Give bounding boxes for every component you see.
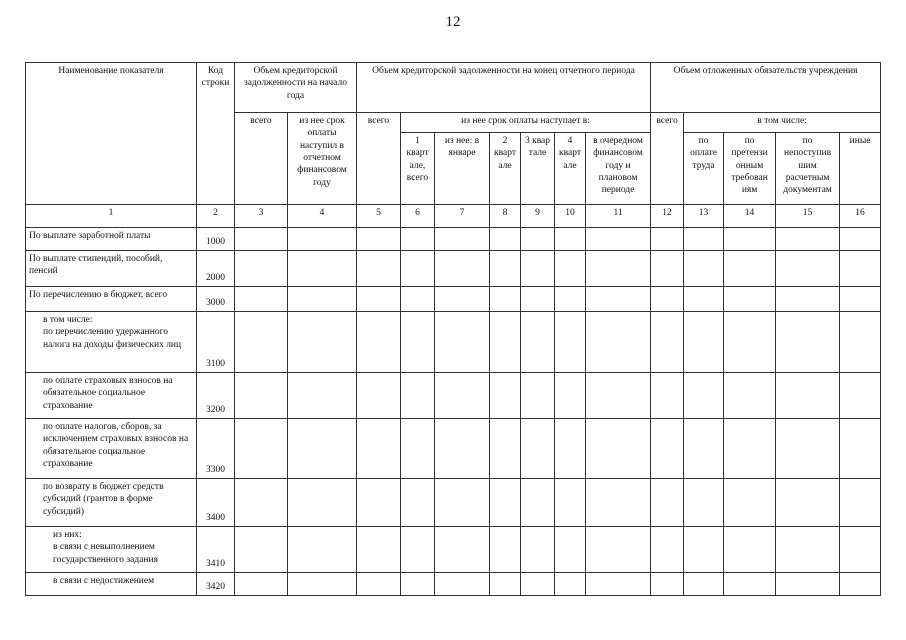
header-other: иные [840, 133, 881, 205]
row-name-line: в том числе: [43, 315, 93, 325]
column-number: 3 [235, 205, 288, 228]
column-number: 10 [555, 205, 586, 228]
row-code: 1000 [197, 228, 235, 251]
header-january: из нее: в январе [435, 133, 490, 205]
row-name: по возврату в бюджет средств субсидий (грантов в форме субсидий) [26, 479, 197, 527]
row-code: 3200 [197, 373, 235, 419]
header-end-volume: Объем кредиторской задолженности на конец отчетного периода [357, 63, 651, 113]
column-number: 2 [197, 205, 235, 228]
header-claims: по претензи онным требован иям [724, 133, 776, 205]
row-code: 3420 [197, 573, 235, 596]
header-undelivered: по непоступив шим расчетным документам [776, 133, 840, 205]
row-code: 3100 [197, 312, 235, 373]
table-row [26, 312, 881, 373]
table-row [26, 373, 881, 419]
header-due-in: из нее срок оплаты наступает в: [401, 113, 651, 133]
header-line-code: Код строки [197, 63, 235, 205]
column-number: 15 [776, 205, 840, 228]
column-number: 7 [435, 205, 490, 228]
row-name: По перечислению в бюджет, всего [26, 287, 197, 312]
header-q2: 2 кварт але [490, 133, 521, 205]
row-name-line: из них: [53, 530, 82, 540]
row-name: По выплате стипендий, пособий, пенсий [26, 251, 197, 287]
column-number: 14 [724, 205, 776, 228]
table-row [26, 479, 881, 527]
header-total-deferred: всего [651, 113, 684, 205]
row-code: 3000 [197, 287, 235, 312]
header-q4: 4 кварт але [555, 133, 586, 205]
column-number: 4 [288, 205, 357, 228]
column-number: 12 [651, 205, 684, 228]
header-q1: 1 кварт але, всего [401, 133, 435, 205]
column-number: 1 [26, 205, 197, 228]
column-number: 9 [521, 205, 555, 228]
row-name-line: по перечислению удержанного налога на доходы физических лиц [43, 327, 182, 350]
row-name: По выплате заработной платы [26, 228, 197, 251]
header-total-start: всего [235, 113, 288, 205]
row-code: 3300 [197, 419, 235, 479]
table-row [26, 419, 881, 479]
column-number: 16 [840, 205, 881, 228]
header-salary: по оплате труда [684, 133, 724, 205]
column-number: 13 [684, 205, 724, 228]
header-deferred: Объем отложенных обязательств учреждения [651, 63, 881, 113]
column-number: 5 [357, 205, 401, 228]
header-due-in-year: из нее срок оплаты наступил в отчетном финансовом году [288, 113, 357, 205]
row-code: 3400 [197, 479, 235, 527]
header-indicator-name: Наименование показателя [26, 63, 197, 205]
table-row [26, 527, 881, 573]
report-table [25, 62, 881, 596]
header-including: в том числе: [684, 113, 881, 133]
row-name: в связи с недостижением [26, 573, 197, 596]
table-row [26, 287, 881, 312]
header-next-period: в очередном финансовом году и плановом периоде [586, 133, 651, 205]
row-name-line: в связи с невыполнением государственного задания [53, 542, 158, 565]
page-number: 12 [445, 14, 461, 30]
header-start-volume: Объем кредиторской задолженности на начало года [235, 63, 357, 113]
header-total-end: всего [357, 113, 401, 205]
row-code: 2000 [197, 251, 235, 287]
table-row [26, 573, 881, 596]
column-number: 11 [586, 205, 651, 228]
row-name: по оплате налогов, сборов, за исключением страховых взносов на обязательное социальное страхование [26, 419, 197, 479]
row-code: 3410 [197, 527, 235, 573]
row-name [26, 527, 197, 573]
row-name [26, 312, 197, 373]
row-name: по оплате страховых взносов на обязательное социальное страхование [26, 373, 197, 419]
header-q3: 3 квар тале [521, 133, 555, 205]
table-row [26, 228, 881, 251]
table-row [26, 251, 881, 287]
column-number: 8 [490, 205, 521, 228]
column-number: 6 [401, 205, 435, 228]
